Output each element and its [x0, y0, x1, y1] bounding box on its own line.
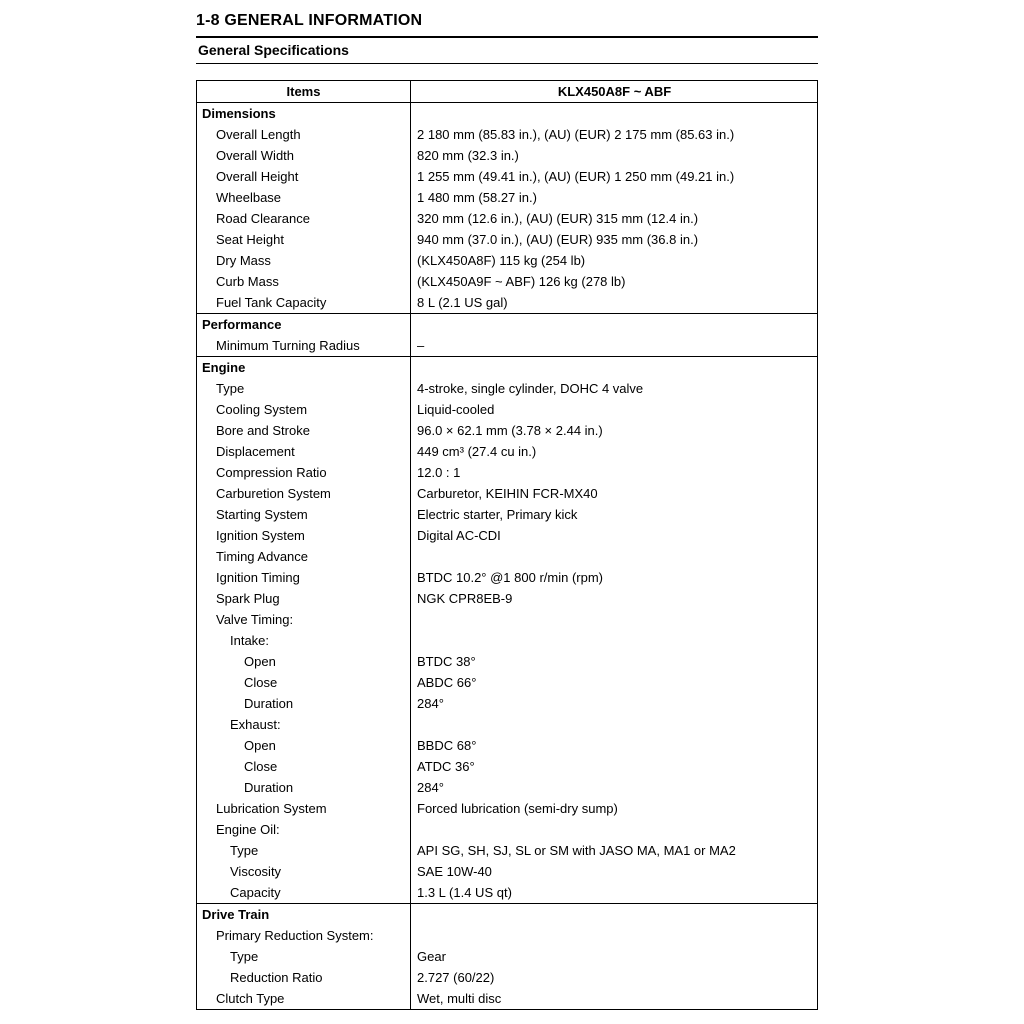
- spec-value: 1 480 mm (58.27 in.): [410, 187, 817, 208]
- spec-value: 284°: [410, 777, 817, 798]
- spec-label: Overall Height: [216, 169, 299, 184]
- spec-row: [197, 988, 817, 1009]
- spec-row: [197, 630, 817, 651]
- spec-label: Close: [244, 759, 278, 774]
- spec-value: [410, 609, 817, 630]
- table-section: [197, 903, 817, 1009]
- table-header-items: Items: [286, 84, 321, 99]
- spec-row: [197, 145, 817, 166]
- spec-value: 940 mm (37.0 in.), (AU) (EUR) 935 mm (36.8 in.): [410, 229, 817, 250]
- spec-row: [197, 672, 817, 693]
- spec-row: [197, 124, 817, 145]
- spec-label: Type: [230, 843, 259, 858]
- spec-label: Type: [230, 949, 259, 964]
- spec-value: [410, 925, 817, 946]
- spec-value: –: [410, 335, 817, 356]
- spec-label: Seat Height: [216, 232, 284, 247]
- spec-row: [197, 735, 817, 756]
- section-header-value: [410, 357, 817, 378]
- spec-label: Spark Plug: [216, 591, 280, 606]
- section-header-row: [197, 314, 817, 335]
- spec-value: Gear: [410, 946, 817, 967]
- spec-row: [197, 946, 817, 967]
- spec-row: [197, 840, 817, 861]
- section-header-row: [197, 357, 817, 378]
- table-header-row: [197, 81, 817, 103]
- spec-value: ABDC 66°: [410, 672, 817, 693]
- spec-label: Exhaust:: [230, 717, 281, 732]
- table-section: [197, 356, 817, 903]
- spec-label: Starting System: [216, 507, 308, 522]
- spec-row: [197, 609, 817, 630]
- spec-value: BTDC 38°: [410, 651, 817, 672]
- spec-row: [197, 166, 817, 187]
- spec-label: Intake:: [230, 633, 270, 648]
- spec-value: (KLX450A8F) 115 kg (254 lb): [410, 250, 817, 271]
- section-title: General Specifications: [196, 38, 818, 64]
- spec-label: Open: [244, 654, 276, 669]
- spec-row: [197, 462, 817, 483]
- manual-page: [196, 12, 818, 1010]
- spec-value: 8 L (2.1 US gal): [410, 292, 817, 313]
- section-header-value: [410, 904, 817, 925]
- spec-row: [197, 967, 817, 988]
- spec-value: 1.3 L (1.4 US qt): [410, 882, 817, 903]
- spec-row: [197, 714, 817, 735]
- spec-row: [197, 861, 817, 882]
- spec-label: Primary Reduction System:: [216, 928, 374, 943]
- spec-value: BTDC 10.2° @1 800 r/min (rpm): [410, 567, 817, 588]
- spec-label: Lubrication System: [216, 801, 327, 816]
- spec-row: [197, 777, 817, 798]
- spec-value: 2 180 mm (85.83 in.), (AU) (EUR) 2 175 mm (85.63 in.): [410, 124, 817, 145]
- spec-value: Digital AC-CDI: [410, 525, 817, 546]
- spec-value: API SG, SH, SJ, SL or SM with JASO MA, MA1 or MA2: [410, 840, 817, 861]
- spec-value: 96.0 × 62.1 mm (3.78 × 2.44 in.): [410, 420, 817, 441]
- spec-value: 820 mm (32.3 in.): [410, 145, 817, 166]
- spec-row: [197, 229, 817, 250]
- table-section: [197, 103, 817, 313]
- spec-label: Viscosity: [230, 864, 282, 879]
- spec-label: Type: [216, 381, 245, 396]
- spec-value: 12.0 : 1: [410, 462, 817, 483]
- spec-label: Clutch Type: [216, 991, 285, 1006]
- spec-label: Duration: [244, 696, 294, 711]
- spec-label: Wheelbase: [216, 190, 282, 205]
- section-header-value: [410, 103, 817, 124]
- spec-value: 2.727 (60/22): [410, 967, 817, 988]
- spec-value: [410, 819, 817, 840]
- spec-row: [197, 441, 817, 462]
- spec-row: [197, 525, 817, 546]
- spec-label: Minimum Turning Radius: [216, 338, 360, 353]
- spec-row: [197, 378, 817, 399]
- spec-row: [197, 819, 817, 840]
- spec-row: [197, 588, 817, 609]
- spec-label: Fuel Tank Capacity: [216, 295, 327, 310]
- spec-label: Carburetion System: [216, 486, 331, 501]
- spec-value: 320 mm (12.6 in.), (AU) (EUR) 315 mm (12.4 in.): [410, 208, 817, 229]
- spec-label: Engine Oil:: [216, 822, 280, 837]
- spec-value: NGK CPR8EB-9: [410, 588, 817, 609]
- spec-label: Cooling System: [216, 402, 308, 417]
- spec-row: [197, 335, 817, 356]
- spec-label: Displacement: [216, 444, 295, 459]
- spec-row: [197, 798, 817, 819]
- spec-row: [197, 504, 817, 525]
- spec-value: Electric starter, Primary kick: [410, 504, 817, 525]
- spec-label: Duration: [244, 780, 294, 795]
- spec-label: Ignition System: [216, 528, 305, 543]
- spec-label: Close: [244, 675, 278, 690]
- section-header-label: Performance: [202, 317, 282, 332]
- spec-value: BBDC 68°: [410, 735, 817, 756]
- spec-label: Valve Timing:: [216, 612, 294, 627]
- section-header-row: [197, 103, 817, 124]
- spec-row: [197, 925, 817, 946]
- spec-value: ATDC 36°: [410, 756, 817, 777]
- spec-value: 4-stroke, single cylinder, DOHC 4 valve: [410, 378, 817, 399]
- spec-row: [197, 399, 817, 420]
- spec-value: Forced lubrication (semi-dry sump): [410, 798, 817, 819]
- spec-row: [197, 693, 817, 714]
- section-header-label: Engine: [202, 360, 246, 375]
- spec-label: Overall Width: [216, 148, 295, 163]
- spec-label: Curb Mass: [216, 274, 279, 289]
- spec-label: Capacity: [230, 885, 281, 900]
- table-section: [197, 313, 817, 356]
- spec-row: [197, 420, 817, 441]
- table-header-model: KLX450A8F ~ ABF: [410, 81, 817, 102]
- section-header-row: [197, 904, 817, 925]
- spec-row: [197, 292, 817, 313]
- spec-row: [197, 882, 817, 903]
- spec-label: Ignition Timing: [216, 570, 300, 585]
- spec-label: Dry Mass: [216, 253, 271, 268]
- spec-row: [197, 250, 817, 271]
- spec-value: 1 255 mm (49.41 in.), (AU) (EUR) 1 250 mm (49.21 in.): [410, 166, 817, 187]
- spec-label: Compression Ratio: [216, 465, 327, 480]
- spec-label: Open: [244, 738, 276, 753]
- spec-value: [410, 714, 817, 735]
- spec-label: Timing Advance: [216, 549, 309, 564]
- spec-label: Road Clearance: [216, 211, 310, 226]
- spec-value: Wet, multi disc: [410, 988, 817, 1009]
- spec-row: [197, 187, 817, 208]
- spec-table: [196, 80, 818, 1010]
- spec-value: (KLX450A9F ~ ABF) 126 kg (278 lb): [410, 271, 817, 292]
- spec-value: Liquid-cooled: [410, 399, 817, 420]
- section-header-label: Dimensions: [202, 106, 276, 121]
- spec-value: Carburetor, KEIHIN FCR-MX40: [410, 483, 817, 504]
- spec-row: [197, 651, 817, 672]
- spec-label: Bore and Stroke: [216, 423, 310, 438]
- spec-row: [197, 567, 817, 588]
- spec-table-body: [197, 103, 817, 1009]
- spec-value: [410, 630, 817, 651]
- spec-row: [197, 546, 817, 567]
- section-header-label: Drive Train: [202, 907, 270, 922]
- spec-value: [410, 546, 817, 567]
- spec-label: Reduction Ratio: [230, 970, 323, 985]
- spec-value: SAE 10W-40: [410, 861, 817, 882]
- spec-value: 284°: [410, 693, 817, 714]
- page-title: 1-8 GENERAL INFORMATION: [196, 12, 423, 29]
- spec-row: [197, 271, 817, 292]
- spec-label: Overall Length: [216, 127, 301, 142]
- section-header-value: [410, 314, 817, 335]
- spec-row: [197, 208, 817, 229]
- spec-row: [197, 483, 817, 504]
- spec-value: 449 cm³ (27.4 cu in.): [410, 441, 817, 462]
- spec-row: [197, 756, 817, 777]
